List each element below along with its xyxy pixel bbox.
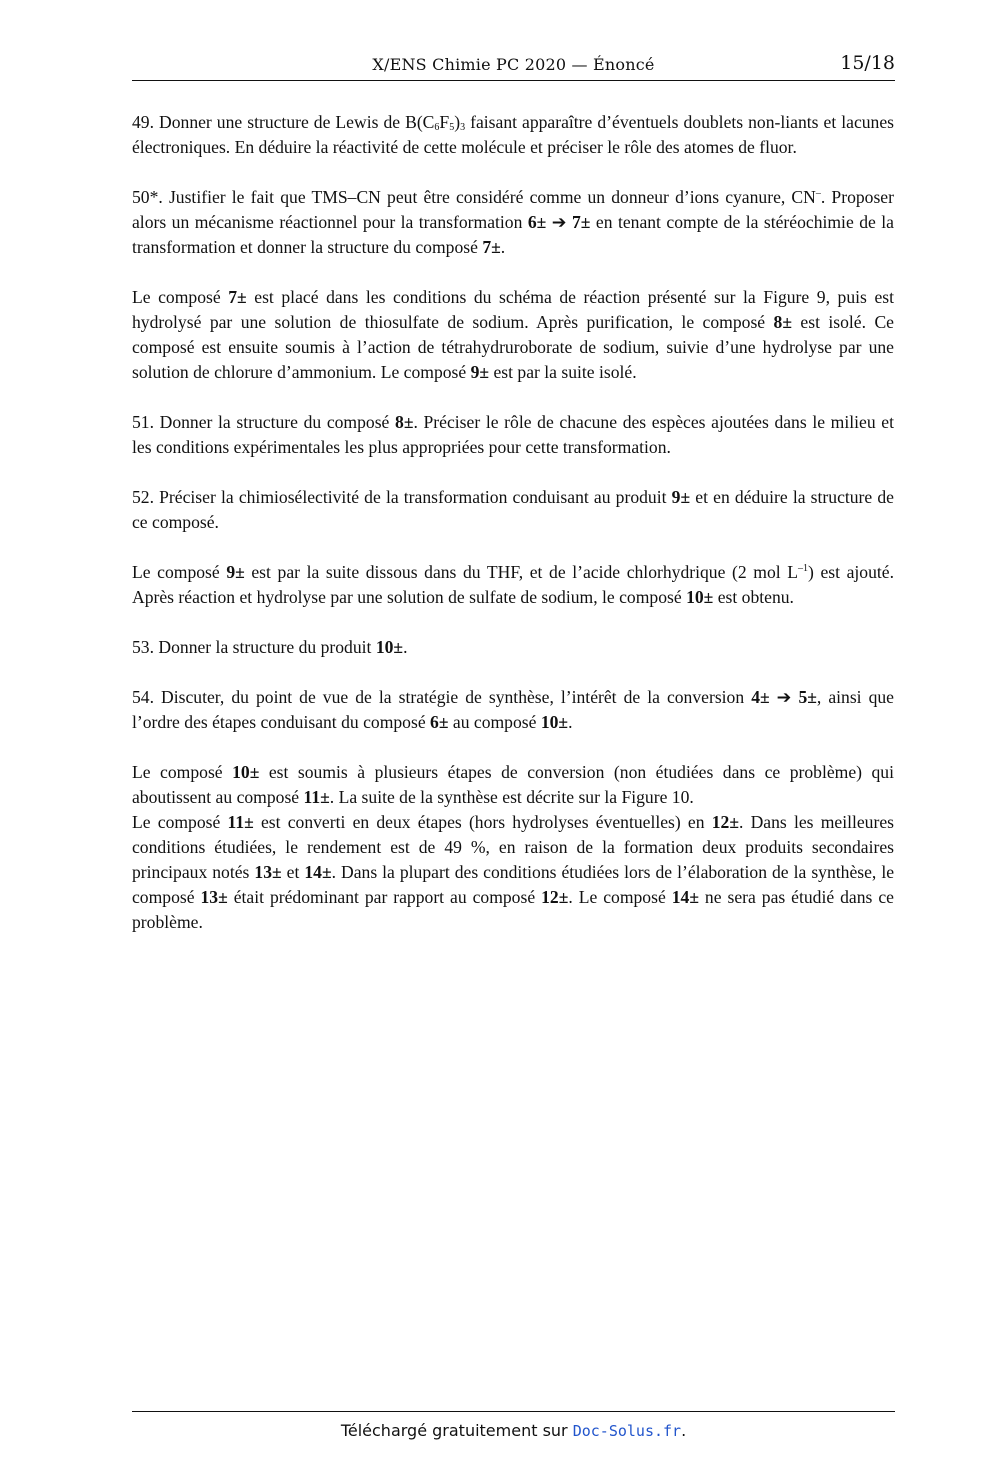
question-52: 52. Préciser la chimiosélectivité de la transformation conduisant au produit 9± et en déduire la structure de ce composé. <box>132 487 894 532</box>
page-content <box>132 110 894 960</box>
page-footer <box>132 1411 895 1440</box>
footer-text: Téléchargé gratuitement sur Doc-Solus.fr. <box>340 1421 687 1440</box>
paragraph-compound-7-to-9: Le composé 7± est placé dans les conditions du schéma de réaction présenté sur la Figure 9, puis est hydrolysé par une solution de thiosulfate de sodium. Après purification, le composé 8± est isolé. Ce composé est ensuite soumis à l’action de tétrahydruroborate de sodium, suivie d’une hydrolyse par une solution de chlorure d’ammonium. Le composé 9± est par la suite isolé. <box>132 287 894 382</box>
question-51: 51. Donner la structure du composé 8±. Préciser le rôle de chacune des espèces ajoutées dans le milieu et les conditions expérimentales les plus appropriées pour cette transformation. <box>132 412 894 457</box>
arrow-icon: ➔ <box>769 687 799 707</box>
question-49: 49. Donner une structure de Lewis de $B(C_6F_5)_3$ faisant apparaître d’éventuels doublets non-liants et lacunes électroniques. En déduire la réactivité de cette molécule et préciser le rôle des atomes de fluor. <box>132 112 894 157</box>
header-title: X/ENS Chimie PC 2020 — Énoncé <box>372 55 655 74</box>
question-53: 53. Donner la structure du produit 10±. <box>132 637 408 657</box>
page-header <box>132 52 895 81</box>
doc-solus-link[interactable]: Doc-Solus.fr <box>572 1422 682 1440</box>
question-54: 54. Discuter, du point de vue de la stratégie de synthèse, l’intérêt de la conversion 4± ➔ 5±, ainsi que l’ordre des étapes conduisant du composé 6± au composé 10±. <box>132 687 894 732</box>
arrow-icon: ➔ <box>546 212 572 232</box>
page-number: 15/18 <box>840 52 895 74</box>
paragraph-compound-11-to-12: Le composé 11± est converti en deux étapes (hors hydrolyses éventuelles) en 12±. Dans les meilleures conditions étudiées, le rendement est de 49 %, en raison de la formation deux produits secondaires principaux notés 13± et 14±. Dans la plupart des conditions étudiées lors de l’élaboration de la synthèse, le composé 13± était prédominant par rapport au composé 12±. Le composé 14± ne sera pas étudié dans ce problème. <box>132 812 895 932</box>
paragraph-compound-9-to-10: Le composé 9± est par la suite dissous dans du THF, et de l’acide chlorhydrique (2 mol $L^{-1}$) est ajouté. Après réaction et hydrolyse par une solution de sulfate de sodium, le composé 10± est obtenu. <box>132 562 894 607</box>
paragraph-compound-10-to-11: Le composé 10± est soumis à plusieurs étapes de conversion (non étudiées dans ce problème) qui aboutissent au composé 11±. La suite de la synthèse est décrite sur la Figure 10. <box>132 762 894 807</box>
question-50: 50*. Justifier le fait que TMS–CN peut être considéré comme un donneur d’ions cyanure, CN–. Proposer alors un mécanisme réactionnel pour la transformation 6± ➔ 7± en tenant compte de la stéréochimie de la transformation et donner la structure du composé 7±. <box>132 187 894 257</box>
